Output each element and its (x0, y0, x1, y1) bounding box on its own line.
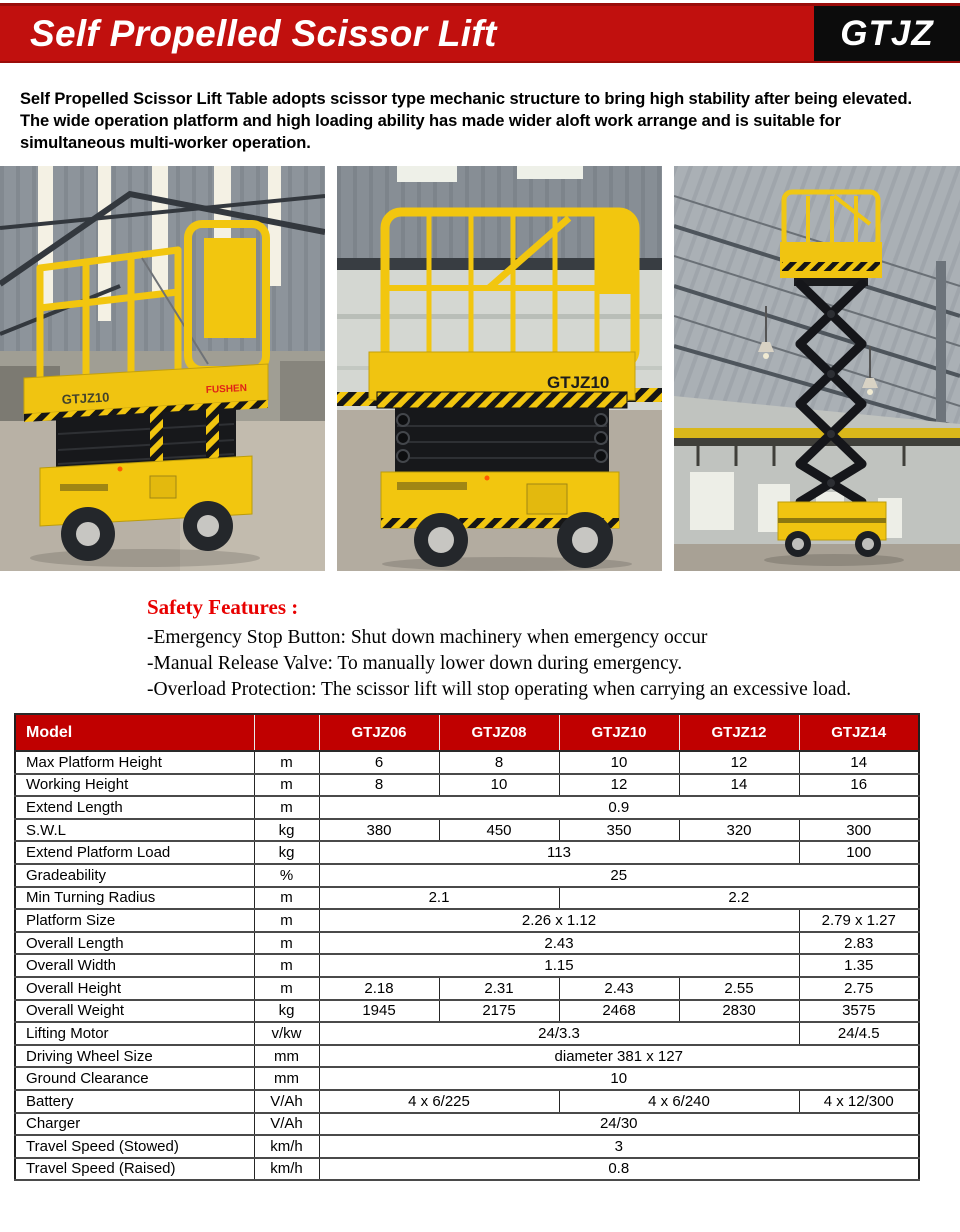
spec-value-cell: 3575 (799, 1000, 919, 1023)
safety-features-section (147, 595, 960, 703)
spec-row-label: Gradeability (15, 864, 254, 887)
spec-value-cell: 2830 (679, 1000, 799, 1023)
spec-value-cell: diameter 381 x 127 (319, 1045, 919, 1068)
spec-value-cell: 14 (799, 751, 919, 774)
photo-scissor-lift-front (337, 166, 662, 571)
spec-row (15, 819, 919, 842)
photo1-platform-label: GTJZ10 (61, 389, 110, 407)
spec-value-cell: 8 (319, 774, 439, 797)
scissor-lift-elevated-illustration (674, 166, 960, 571)
spec-unit-cell: % (254, 864, 319, 887)
spec-value-cell: 0.8 (319, 1158, 919, 1181)
scissor-lift-angled-illustration (0, 166, 325, 571)
spec-row-label: Platform Size (15, 909, 254, 932)
spec-unit-cell: kg (254, 819, 319, 842)
spec-col-header-gtjz14: GTJZ14 (799, 714, 919, 751)
spec-value-cell: 14 (679, 774, 799, 797)
spec-row (15, 796, 919, 819)
spec-row-label: Charger (15, 1113, 254, 1136)
spec-row-label: Extend Length (15, 796, 254, 819)
spec-value-cell: 1945 (319, 1000, 439, 1023)
spec-col-header-model: Model (15, 714, 254, 751)
spec-value-cell: 25 (319, 864, 919, 887)
spec-value-cell: 1.35 (799, 954, 919, 977)
spec-row (15, 954, 919, 977)
spec-col-header-gtjz12: GTJZ12 (679, 714, 799, 751)
spec-row-label: Overall Width (15, 954, 254, 977)
spec-value-cell: 2.79 x 1.27 (799, 909, 919, 932)
spec-row-label: Battery (15, 1090, 254, 1113)
spec-row (15, 1113, 919, 1136)
spec-row-label: Travel Speed (Stowed) (15, 1135, 254, 1158)
safety-features-list (147, 625, 960, 703)
title-banner (0, 3, 960, 63)
photo1-brand-label: FUSHEN (205, 382, 248, 396)
spec-unit-cell: m (254, 796, 319, 819)
spec-row-label: Overall Length (15, 932, 254, 955)
spec-value-cell: 300 (799, 819, 919, 842)
spec-value-cell: 1.15 (319, 954, 799, 977)
spec-row (15, 1135, 919, 1158)
photo2-platform-label: GTJZ10 (547, 373, 610, 392)
spec-value-cell: 100 (799, 841, 919, 864)
spec-row (15, 1158, 919, 1181)
spec-value-cell: 4 x 12/300 (799, 1090, 919, 1113)
spec-value-cell: 24/3.3 (319, 1022, 799, 1045)
spec-row-label: Lifting Motor (15, 1022, 254, 1045)
spec-value-cell: 450 (439, 819, 559, 842)
safety-item: -Manual Release Valve: To manually lower down during emergency. (147, 653, 683, 674)
spec-row-label: Min Turning Radius (15, 887, 254, 910)
spec-table (14, 713, 920, 1181)
spec-value-cell: 2.83 (799, 932, 919, 955)
spec-row (15, 932, 919, 955)
product-photo-row (0, 166, 960, 571)
spec-row (15, 887, 919, 910)
spec-value-cell: 113 (319, 841, 799, 864)
spec-row-label: Working Height (15, 774, 254, 797)
spec-value-cell: 4 x 6/225 (319, 1090, 559, 1113)
spec-unit-cell: V/Ah (254, 1090, 319, 1113)
spec-unit-cell: m (254, 932, 319, 955)
spec-unit-cell: km/h (254, 1158, 319, 1181)
spec-value-cell: 24/4.5 (799, 1022, 919, 1045)
spec-row (15, 1022, 919, 1045)
spec-value-cell: 24/30 (319, 1113, 919, 1136)
spec-value-cell: 2175 (439, 1000, 559, 1023)
spec-row-label: Overall Height (15, 977, 254, 1000)
datasheet-page (0, 3, 960, 1181)
spec-value-cell: 6 (319, 751, 439, 774)
spec-row-label: S.W.L (15, 819, 254, 842)
spec-unit-cell: mm (254, 1045, 319, 1068)
spec-value-cell: 8 (439, 751, 559, 774)
spec-row (15, 1067, 919, 1090)
safety-item: -Emergency Stop Button: Shut down machinery when emergency occur (147, 627, 708, 648)
product-description: Self Propelled Scissor Lift Table adopts scissor type mechanic structure to bring high stability after being elevated. The wide operation platform and high loading ability has made wider aloft work arrange and is suitable for simultaneous multi-worker operation. (20, 90, 912, 152)
spec-value-cell: 2.31 (439, 977, 559, 1000)
spec-value-cell: 10 (559, 751, 679, 774)
spec-row-label: Driving Wheel Size (15, 1045, 254, 1068)
spec-value-cell: 2.1 (319, 887, 559, 910)
spec-row (15, 841, 919, 864)
scissor-lift-front-illustration (337, 166, 662, 571)
spec-unit-cell: kg (254, 841, 319, 864)
spec-value-cell: 12 (679, 751, 799, 774)
spec-value-cell: 10 (319, 1067, 919, 1090)
spec-row (15, 1045, 919, 1068)
spec-unit-cell: km/h (254, 1135, 319, 1158)
spec-row (15, 751, 919, 774)
spec-value-cell: 2468 (559, 1000, 679, 1023)
spec-value-cell: 2.18 (319, 977, 439, 1000)
spec-value-cell: 16 (799, 774, 919, 797)
spec-value-cell: 2.75 (799, 977, 919, 1000)
spec-value-cell: 12 (559, 774, 679, 797)
spec-table-section (14, 713, 960, 1181)
spec-value-cell: 2.26 x 1.12 (319, 909, 799, 932)
spec-table-body (15, 751, 919, 1180)
spec-value-cell: 320 (679, 819, 799, 842)
spec-row (15, 774, 919, 797)
spec-row-label: Extend Platform Load (15, 841, 254, 864)
series-code-badge (814, 6, 960, 61)
spec-col-header-gtjz08: GTJZ08 (439, 714, 559, 751)
spec-row (15, 1090, 919, 1113)
spec-row (15, 1000, 919, 1023)
spec-row-label: Travel Speed (Raised) (15, 1158, 254, 1181)
spec-unit-cell: m (254, 887, 319, 910)
spec-value-cell: 2.43 (319, 932, 799, 955)
page-title: Self Propelled Scissor Lift (30, 12, 497, 54)
spec-row (15, 864, 919, 887)
spec-unit-cell: kg (254, 1000, 319, 1023)
spec-value-cell: 0.9 (319, 796, 919, 819)
spec-row-label: Ground Clearance (15, 1067, 254, 1090)
spec-unit-cell: m (254, 774, 319, 797)
spec-value-cell: 2.43 (559, 977, 679, 1000)
spec-col-header-gtjz06: GTJZ06 (319, 714, 439, 751)
spec-value-cell: 3 (319, 1135, 919, 1158)
spec-unit-cell: m (254, 751, 319, 774)
spec-unit-cell: mm (254, 1067, 319, 1090)
spec-row (15, 977, 919, 1000)
photo-scissor-lift-elevated (674, 166, 960, 571)
spec-value-cell: 380 (319, 819, 439, 842)
series-code: GTJZ (840, 13, 934, 53)
spec-col-header-gtjz10: GTJZ10 (559, 714, 679, 751)
spec-value-cell: 2.55 (679, 977, 799, 1000)
spec-row-label: Max Platform Height (15, 751, 254, 774)
spec-unit-cell: m (254, 954, 319, 977)
spec-row-label: Overall Weight (15, 1000, 254, 1023)
safety-features-title: Safety Features : (147, 595, 299, 619)
spec-header-row (15, 714, 919, 751)
spec-value-cell: 10 (439, 774, 559, 797)
spec-unit-cell: m (254, 977, 319, 1000)
photo-scissor-lift-angled (0, 166, 325, 571)
spec-value-cell: 2.2 (559, 887, 919, 910)
spec-unit-cell: v/kw (254, 1022, 319, 1045)
spec-value-cell: 350 (559, 819, 679, 842)
spec-col-header-unit (254, 714, 319, 751)
safety-item: -Overload Protection: The scissor lift will stop operating when carrying an excessive load. (147, 679, 852, 700)
spec-value-cell: 4 x 6/240 (559, 1090, 799, 1113)
spec-row (15, 909, 919, 932)
spec-unit-cell: m (254, 909, 319, 932)
spec-unit-cell: V/Ah (254, 1113, 319, 1136)
